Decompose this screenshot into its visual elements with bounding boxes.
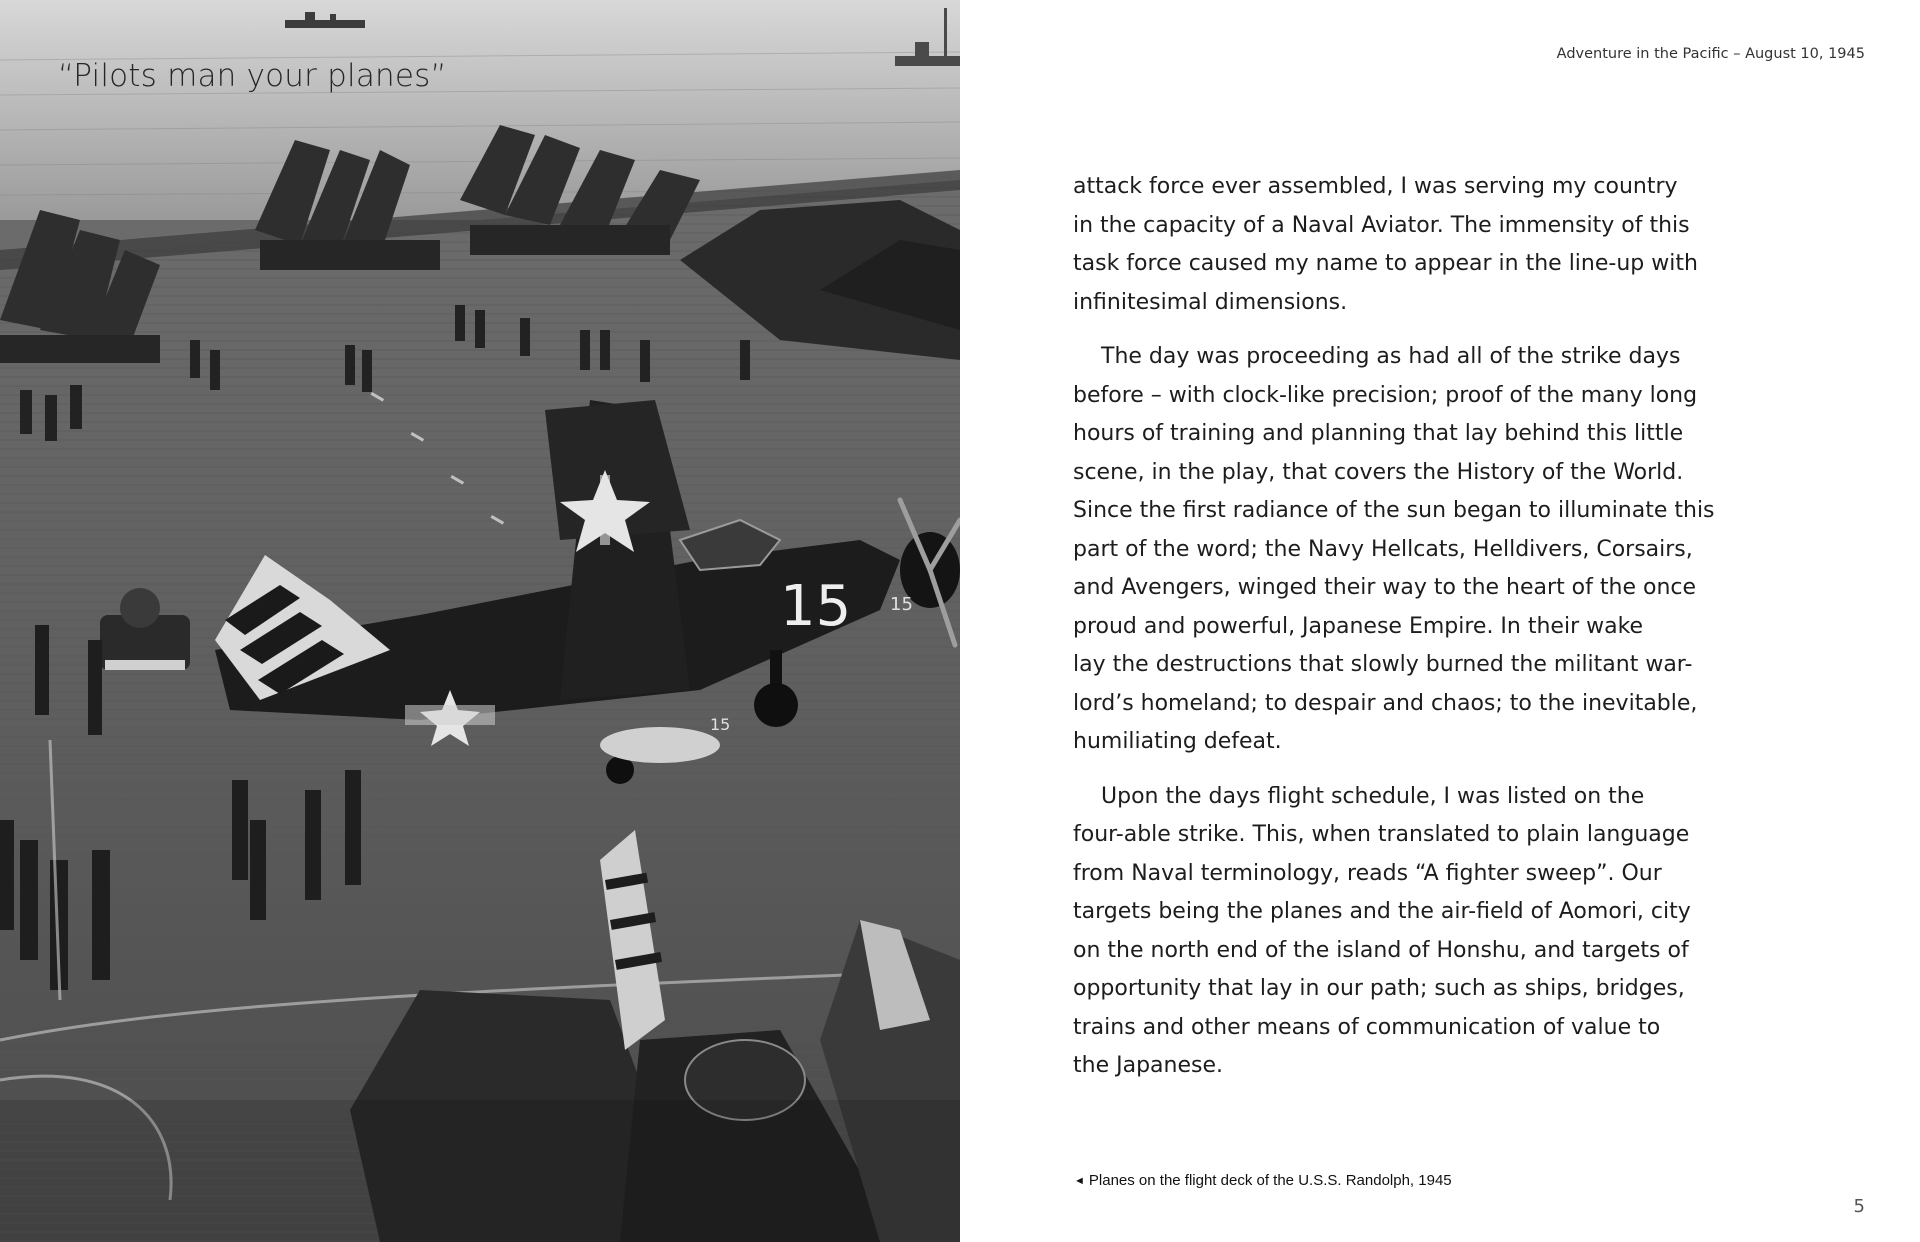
text-line: the Japanese. [1073,1053,1223,1078]
text-line: before – with clock-like precision; proof of the many long [1073,382,1698,408]
text-line: humiliating defeat. [1073,729,1282,754]
text-line: four-able strike. This, when translated to plain language [1073,822,1690,847]
body-text [1073,168,1833,1102]
left-arrow-icon: ◄ [1074,1175,1085,1187]
text-line: hours of training and planning that lay behind this little [1073,421,1684,446]
aircraft-number-small-label: 15 [890,594,913,615]
text-line: and Avengers, winged their way to the heart of the once [1073,575,1697,600]
paragraph-2 [1073,338,1833,762]
text-line: opportunity that lay in our path; such as ships, bridges, [1073,976,1685,1001]
aircraft-number-label: 15 [780,574,852,639]
text-line: The day was proceeding as had all of the strike days [1101,344,1681,369]
text-line: on the north end of the island of Honshu, and targets of [1073,937,1689,963]
text-line: Upon the days flight schedule, I was listed on the [1101,783,1645,809]
text-line: lord’s homeland; to despair and chaos; to the inevitable, [1073,690,1698,716]
text-line: proud and powerful, Japanese Empire. In their wake [1073,613,1644,639]
text-line: part of the word; the Navy Hellcats, Helldivers, Corsairs, [1073,536,1693,562]
paragraph-3 [1073,778,1833,1086]
running-head: Adventure in the Pacific – August 10, 1945 [1556,46,1865,62]
text-line: infinitesimal dimensions. [1073,289,1348,315]
text-line: attack force ever assembled, I was serving my country [1073,174,1678,199]
paragraph-1 [1073,168,1833,322]
text-line: targets being the planes and the air-field of Aomori, city [1073,899,1691,924]
figure-caption-text: Planes on the flight deck of the U.S.S. Randolph, 1945 [1088,1172,1452,1189]
text-line: trains and other means of communication of value to [1073,1014,1661,1040]
figure-caption [1074,1172,1452,1189]
text-line: in the capacity of a Naval Aviator. The immensity of this [1073,212,1690,238]
text-line: scene, in the play, that covers the History of the World. [1073,459,1684,485]
aircraft-number-wheel-label: 15 [710,715,731,734]
page-number: 5 [1853,1196,1865,1217]
text-line: from Naval terminology, reads “A fighter sweep”. Our [1073,860,1662,886]
text-line: lay the destructions that slowly burned the militant war- [1073,652,1693,677]
photo-caption: “Pilots man your planes” [58,58,447,94]
text-line: Since the first radiance of the sun began to illuminate this [1073,498,1715,523]
text-line: task force caused my name to appear in the line-up with [1073,251,1698,276]
